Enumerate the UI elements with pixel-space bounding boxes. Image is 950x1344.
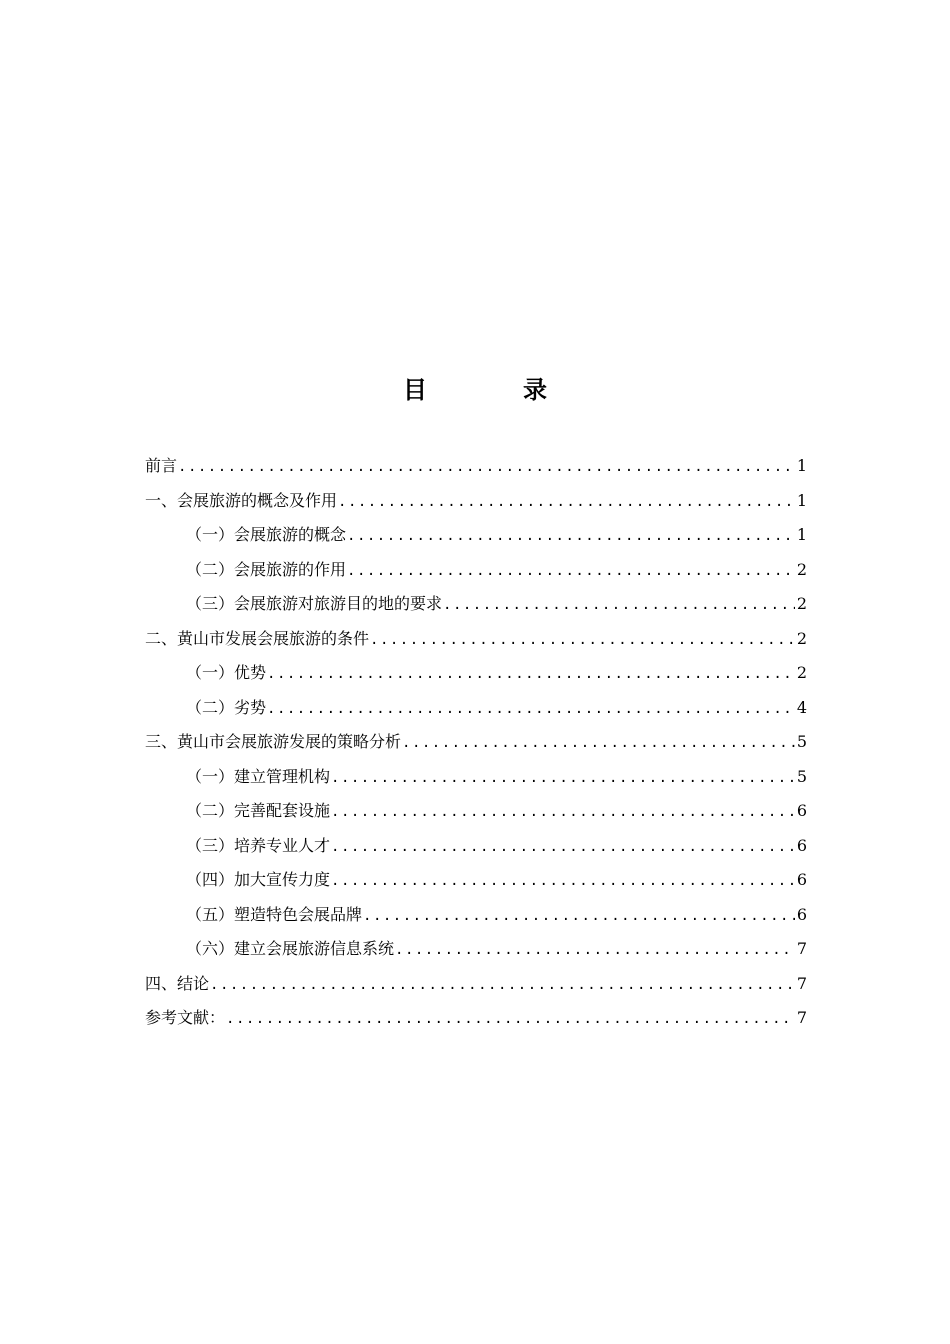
- toc-entry-page-number: 2: [796, 663, 807, 682]
- toc-entry-label: （三）培养专业人才: [186, 835, 331, 855]
- toc-entry[interactable]: [145, 760, 807, 795]
- toc-entry[interactable]: [145, 829, 807, 864]
- toc-entry[interactable]: [145, 449, 807, 484]
- toc-dot-leader: [331, 830, 795, 865]
- toc-entry-page-number: 6: [796, 870, 807, 889]
- toc-entry-page-number: 4: [796, 697, 807, 717]
- toc-entry-page-number: 6: [796, 835, 807, 855]
- toc-dot-leader: [178, 450, 795, 485]
- toc-dot-leader: [267, 657, 795, 692]
- toc-entry-page-number: 5: [796, 766, 807, 786]
- toc-dot-leader: [267, 692, 795, 727]
- toc-entry[interactable]: [145, 656, 807, 691]
- toc-entry-page-number: 1: [796, 456, 807, 475]
- toc-entry-label: （三）会展旅游对旅游目的地的要求: [186, 594, 443, 613]
- toc-entry-page-number: 1: [796, 525, 807, 544]
- toc-entry-label: （一）建立管理机构: [186, 766, 331, 786]
- toc-entry-label: 二、黄山市发展会展旅游的条件: [145, 628, 370, 648]
- toc-entry-page-number: 5: [796, 732, 807, 751]
- toc-dot-leader: [395, 933, 795, 968]
- toc-entry-label: 前言: [145, 456, 178, 475]
- toc-entry-label: （六）建立会展旅游信息系统: [186, 939, 395, 958]
- toc-dot-leader: [331, 761, 795, 796]
- toc-entry[interactable]: [145, 518, 807, 553]
- toc-entry-page-number: 7: [796, 1008, 807, 1027]
- toc-dot-leader: [331, 864, 795, 899]
- toc-entry-label: （一）会展旅游的概念: [186, 525, 347, 544]
- toc-dot-leader: [370, 623, 795, 658]
- toc-entry-label: （四）加大宣传力度: [186, 870, 331, 889]
- toc-entry[interactable]: [145, 691, 807, 726]
- toc-entry-label: 一、会展旅游的概念及作用: [145, 490, 338, 510]
- toc-entry[interactable]: [145, 484, 807, 519]
- toc-entry-label: （二）完善配套设施: [186, 801, 331, 820]
- toc-entry-label: （二）劣势: [186, 697, 267, 717]
- toc-entry[interactable]: [145, 1001, 807, 1036]
- toc-title: 目 录: [403, 376, 583, 404]
- toc-dot-leader: [331, 795, 795, 830]
- toc-entry[interactable]: [145, 794, 807, 829]
- toc-entry-page-number: 6: [796, 801, 807, 820]
- toc-entry-label: （一）优势: [186, 663, 267, 682]
- toc-entry-label: （二）会展旅游的作用: [186, 559, 347, 579]
- toc-entry[interactable]: [145, 898, 807, 933]
- toc-entry-label: 四、结论: [145, 973, 210, 993]
- toc-entry[interactable]: [145, 863, 807, 898]
- toc-dot-leader: [443, 588, 795, 623]
- toc-dot-leader: [226, 1002, 795, 1037]
- toc-entry-label: 参考文献：: [145, 1008, 226, 1027]
- toc-entry-page-number: 6: [796, 904, 807, 924]
- toc-entry-label: 三、黄山市会展旅游发展的策略分析: [145, 732, 402, 751]
- toc-dot-leader: [347, 519, 795, 554]
- toc-entry[interactable]: [145, 587, 807, 622]
- toc-entry[interactable]: [145, 932, 807, 967]
- toc-entry-page-number: 2: [796, 559, 807, 579]
- toc-entry[interactable]: [145, 553, 807, 588]
- toc-dot-leader: [347, 554, 795, 589]
- toc-entry-page-number: 7: [796, 939, 807, 958]
- toc-entry-page-number: 2: [796, 594, 807, 613]
- table-of-contents: [145, 449, 807, 1036]
- toc-entry-page-number: 2: [796, 628, 807, 648]
- toc-dot-leader: [402, 726, 795, 761]
- toc-entry[interactable]: [145, 725, 807, 760]
- toc-dot-leader: [363, 899, 795, 934]
- toc-dot-leader: [338, 485, 795, 520]
- toc-entry[interactable]: [145, 967, 807, 1002]
- toc-entry-page-number: 1: [796, 490, 807, 510]
- toc-entry[interactable]: [145, 622, 807, 657]
- toc-entry-page-number: 7: [796, 973, 807, 993]
- toc-dot-leader: [210, 968, 795, 1003]
- toc-entry-label: （五）塑造特色会展品牌: [186, 904, 363, 924]
